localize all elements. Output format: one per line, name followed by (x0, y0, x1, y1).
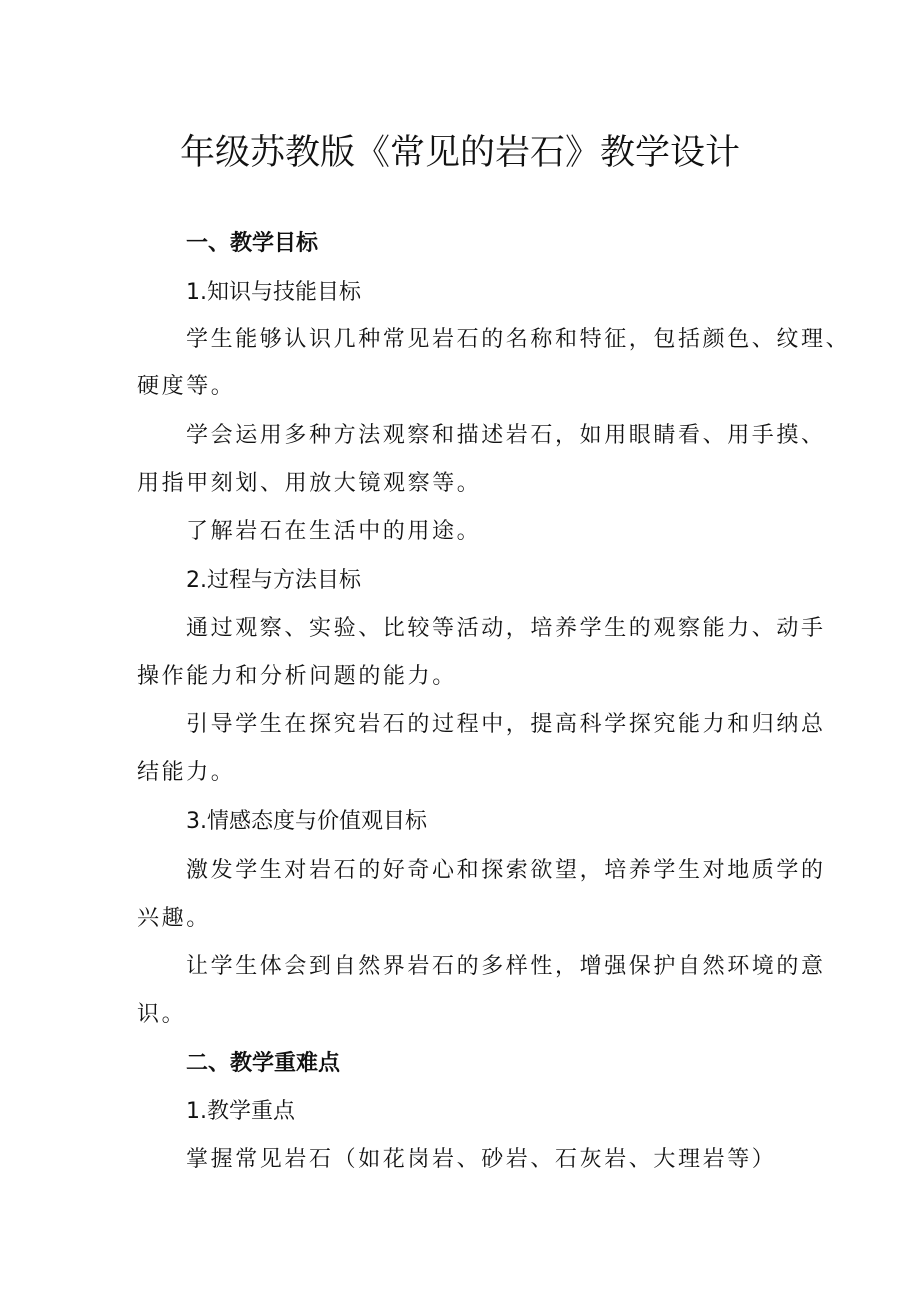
paragraph-line: 识。 (137, 1002, 187, 1027)
paragraph-line: 通过观察、实验、比较等活动，培养学生的观察能力、动手 (186, 616, 826, 641)
document-title: 年级苏教版《常见的岩石》教学设计 (179, 133, 740, 173)
paragraph-line: 了解岩石在生活中的用途。 (186, 519, 482, 544)
subheading-teaching-focus: 1.教学重点 (186, 1099, 295, 1124)
paragraph-line: 学生能够认识几种常见岩石的名称和特征，包括颜色、纹理、 (186, 327, 851, 352)
paragraph-line: 用指甲刻划、用放大镜观察等。 (137, 471, 482, 496)
subheading-attitude-value-goals: 3.情感态度与价值观目标 (186, 809, 427, 834)
paragraph-line: 掌握常见岩石（如花岗岩、砂岩、石灰岩、大理岩等） (186, 1147, 777, 1172)
paragraph-line: 操作能力和分析问题的能力。 (137, 664, 457, 689)
paragraph-line: 结能力。 (137, 760, 236, 785)
paragraph-line: 兴趣。 (137, 906, 211, 931)
subheading-process-method-goals: 2.过程与方法目标 (186, 568, 361, 593)
paragraph-line: 让学生体会到自然界岩石的多样性，增强保护自然环境的意 (186, 954, 826, 979)
section-heading-teaching-goals: 一、教学目标 (186, 231, 319, 256)
paragraph-line: 引导学生在探究岩石的过程中，提高科学探究能力和归纳总 (186, 712, 826, 737)
paragraph-line: 硬度等。 (137, 374, 236, 399)
subheading-knowledge-skill-goals: 1.知识与技能目标 (186, 280, 361, 305)
section-heading-key-difficult-points: 二、教学重难点 (186, 1051, 341, 1076)
paragraph-line: 学会运用多种方法观察和描述岩石，如用眼睛看、用手摸、 (186, 423, 826, 448)
paragraph-line: 激发学生对岩石的好奇心和探索欲望，培养学生对地质学的 (186, 858, 826, 883)
